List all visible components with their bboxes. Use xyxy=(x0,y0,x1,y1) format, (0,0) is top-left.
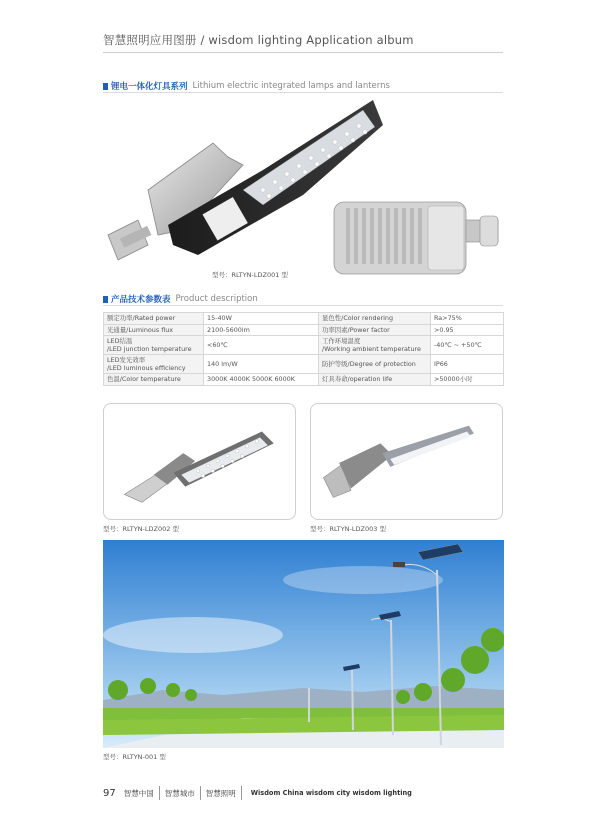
spec-label: LED发光效率 /LED luminous efficiency xyxy=(104,355,204,374)
footer-item: 智慧城市 xyxy=(164,788,195,798)
spec-label: 光通量/Luminous flux xyxy=(104,324,204,336)
section-title-lamps xyxy=(103,80,390,92)
spec-label: LED结温 /LED junction temperature xyxy=(104,336,204,355)
section-title-cn: 产品技术参数表 xyxy=(111,295,171,305)
spec-value: >50000小时 xyxy=(431,374,504,386)
product-2-image xyxy=(103,403,296,520)
footer-divider xyxy=(200,786,201,800)
spec-label: 工作环境温度 /Working ambient temperature xyxy=(319,336,431,355)
section-marker-icon xyxy=(103,296,108,303)
spec-label: 显色性/Color rendering xyxy=(319,313,431,325)
spec-label: 防护等级/Degree of protection xyxy=(319,355,431,374)
page-number: 97 xyxy=(103,787,116,799)
page-footer xyxy=(103,786,412,800)
section-title-en: Product description xyxy=(175,294,258,304)
spec-table xyxy=(103,312,504,386)
table-row xyxy=(104,313,504,325)
scene-caption: 型号：RLTYN-001 型 xyxy=(103,753,166,761)
spec-value: 3000K 4000K 5000K 6000K xyxy=(204,374,319,386)
spec-label: 功率因素/Power factor xyxy=(319,324,431,336)
footer-tagline: Wisdom China wisdom city wisdom lighting xyxy=(250,789,412,797)
product-3-image xyxy=(310,403,503,520)
product-3-caption: 型号：RLTYN-LDZ003 型 xyxy=(310,525,386,533)
table-row xyxy=(104,374,504,386)
main-lamp-caption: 型号：RLTYN-LDZ001 型 xyxy=(212,271,288,279)
section-divider xyxy=(103,305,503,306)
footer-item: 智慧中国 xyxy=(123,788,154,798)
section-title-cn: 锂电一体化灯具系列 xyxy=(111,82,188,92)
section-marker-icon xyxy=(103,83,108,90)
back-view-lamp-image xyxy=(332,196,504,280)
footer-item: 智慧照明 xyxy=(205,788,236,798)
table-row xyxy=(104,355,504,374)
spec-label: 灯具寿命/operation life xyxy=(319,374,431,386)
spec-label: 色温/Color temperature xyxy=(104,374,204,386)
spec-value: -40℃ ~ +50℃ xyxy=(431,336,504,355)
header-divider xyxy=(103,52,503,53)
spec-value: 140 lm/W xyxy=(204,355,319,374)
section-title-specs xyxy=(103,293,258,305)
spec-value: Ra>75% xyxy=(431,313,504,325)
page-header-title: 智慧照明应用图册 / wisdom lighting Application album xyxy=(103,33,414,47)
product-2-caption: 型号：RLTYN-LDZ002 型 xyxy=(103,525,179,533)
table-row xyxy=(104,324,504,336)
spec-label: 额定功率/Rated power xyxy=(104,313,204,325)
spec-value: >0.95 xyxy=(431,324,504,336)
spec-value: IP66 xyxy=(431,355,504,374)
section-divider xyxy=(103,92,503,93)
table-row xyxy=(104,336,504,355)
spec-value: 15-40W xyxy=(204,313,319,325)
section-title-en: Lithium electric integrated lamps and lanterns xyxy=(192,81,390,91)
spec-value: 2100-5600lm xyxy=(204,324,319,336)
footer-divider xyxy=(241,786,242,800)
footer-divider xyxy=(159,786,160,800)
spec-value: <60℃ xyxy=(204,336,319,355)
street-scene-image xyxy=(103,540,504,748)
